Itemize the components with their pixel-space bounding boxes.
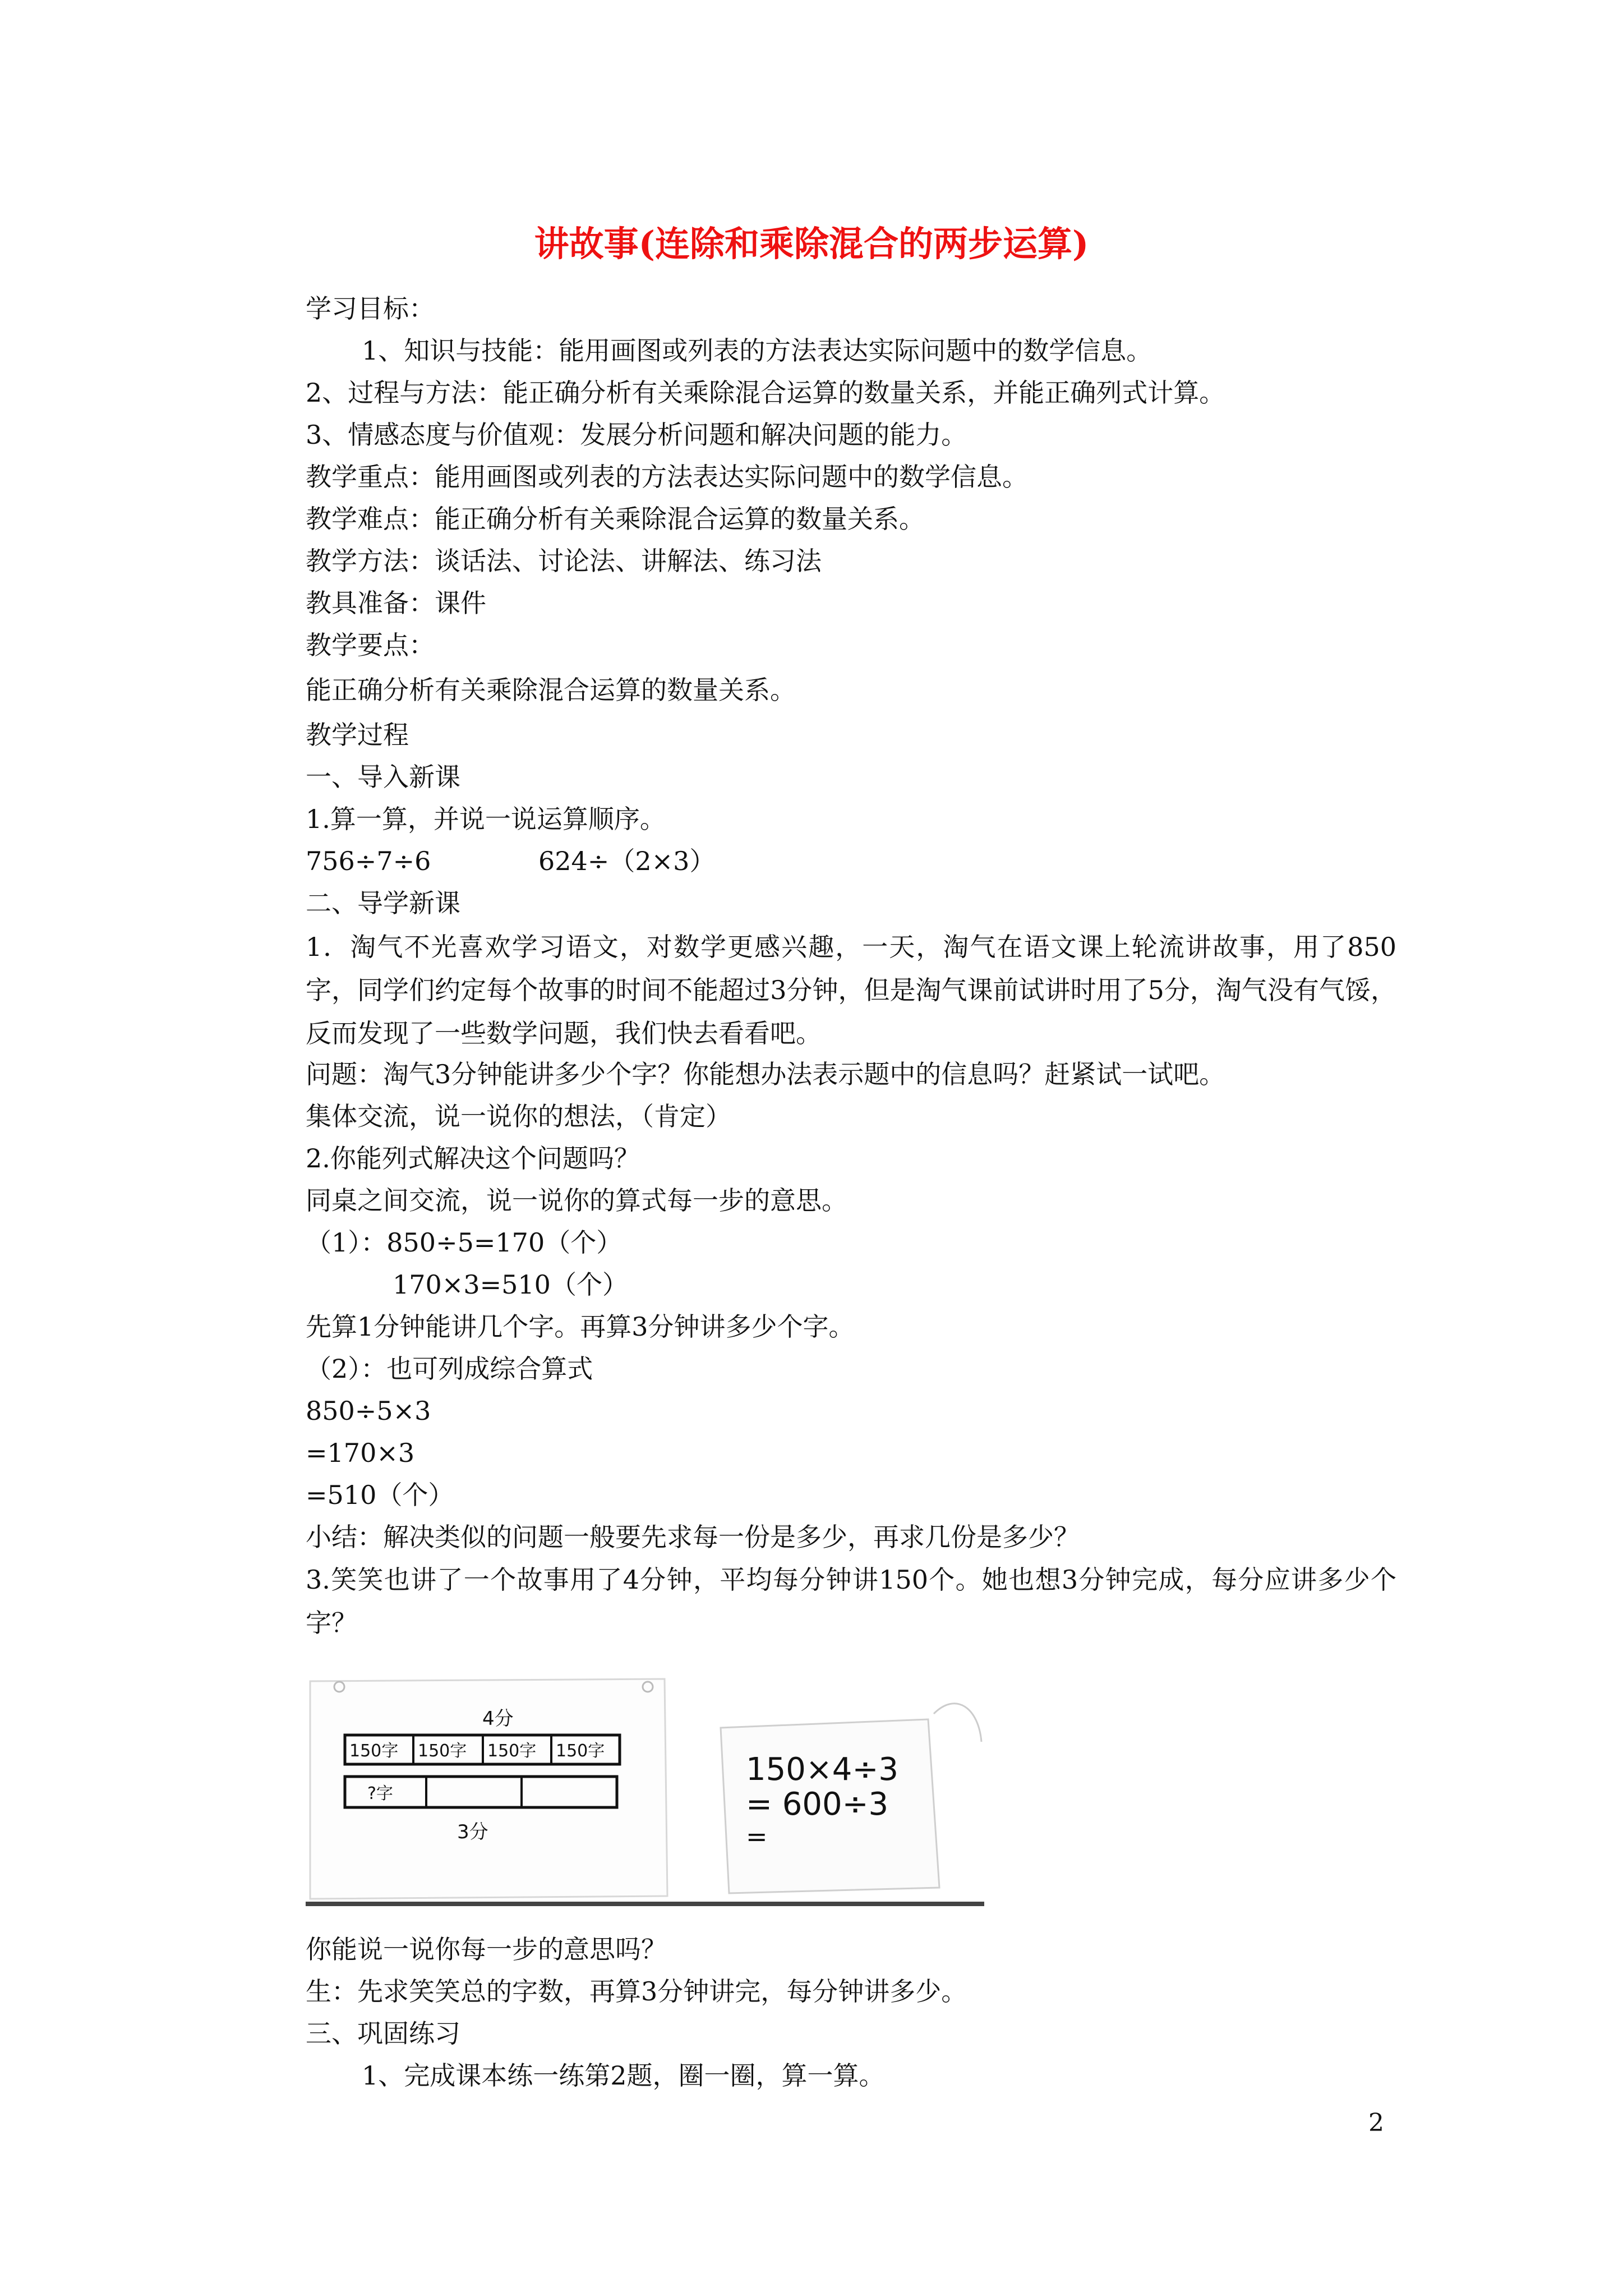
math-expression: 624÷（2×3） — [538, 846, 716, 876]
problem-paragraph: 3.笑笑也讲了一个故事用了4分钟，平均每分钟讲150个。她也想3分钟完成，每分应讲多少个字？ — [306, 1565, 1396, 1638]
text-line: 2.你能列式解决这个问题吗？ — [306, 1143, 640, 1174]
text-line: 同桌之间交流，说一说你的算式每一步的意思。 — [306, 1185, 847, 1216]
math-expression: =510（个） — [306, 1480, 454, 1510]
section-heading: 一、导入新课 — [306, 762, 460, 792]
text-line: 小结：解决类似的问题一般要先求每一份是多少，再求几份是多少？ — [306, 1522, 1080, 1552]
top-label: 4分 — [482, 1708, 514, 1730]
section-heading: 三、巩固练习 — [306, 2018, 460, 2049]
text-line: 你能说一说你每一步的意思吗？ — [306, 1934, 667, 1964]
text-line: 问题：淘气3分钟能讲多少个字？你能想办法表示题中的信息吗？赶紧试一试吧。 — [306, 1059, 1225, 1089]
text-line: 学习目标： — [306, 293, 435, 324]
bar-model-figure — [306, 1674, 984, 1910]
text-line: 教学重点：能用画图或列表的方法表达实际问题中的数学信息。 — [306, 462, 1028, 492]
math-expression: 850÷5×3 — [306, 1396, 431, 1426]
bottom-label: 3分 — [457, 1821, 488, 1843]
section-heading: 二、导学新课 — [306, 888, 460, 918]
math-expression: （1）：850÷5=170（个） — [306, 1227, 623, 1258]
text-line: 先算1分钟能讲几个字。再算3分钟讲多少个字。 — [306, 1312, 855, 1342]
text-line: 2、过程与方法：能正确分析有关乘除混合运算的数量关系，并能正确列式计算。 — [306, 378, 1225, 408]
document-title: 讲故事(连除和乘除混合的两步运算) — [534, 223, 1089, 264]
page-number: 2 — [1368, 2109, 1384, 2137]
story-paragraph: 1．淘气不光喜欢学习语文，对数学更感兴趣，一天，淘气在语文课上轮流讲故事，用了850字，同学们约定每个故事的时间不能超过3分钟，但是淘气课前试讲时用了5分，淘气没有气馁，反而发现了一些数学问题，我们快去看看吧。 — [306, 932, 1396, 1048]
bar-cell-label: 150字 — [556, 1741, 605, 1761]
text-line: 1、知识与技能：能用画图或列表的方法表达实际问题中的数学信息。 — [362, 335, 1152, 366]
text-line: 教学方法：谈话法、讨论法、讲解法、练习法 — [306, 546, 822, 576]
unknown-cell-label: ?字 — [367, 1784, 393, 1803]
bar-cell-label: 150字 — [349, 1741, 399, 1761]
calc-line: 150×4÷3 — [746, 1751, 898, 1788]
calc-line: = — [746, 1821, 768, 1852]
bar-cell-label: 150字 — [418, 1741, 467, 1761]
math-expression: 170×3=510（个） — [393, 1269, 628, 1300]
text-line: 教学过程 — [306, 720, 409, 750]
text-line: 1.算一算，并说一说运算顺序。 — [306, 804, 666, 834]
math-expression: 756÷7÷6 — [306, 846, 431, 876]
text-line: （2）：也可列成综合算式 — [306, 1354, 593, 1384]
text-line: 3、情感态度与价值观：发展分析问题和解决问题的能力。 — [306, 420, 967, 450]
text-line: 教具准备：课件 — [306, 588, 486, 618]
text-line: 集体交流，说一说你的想法，（肯定） — [306, 1101, 731, 1131]
text-line: 教学要点： — [306, 630, 435, 660]
text-line: 教学难点：能正确分析有关乘除混合运算的数量关系。 — [306, 504, 925, 534]
text-line: 生：先求笑笑总的字数，再算3分钟讲完，每分钟讲多少。 — [306, 1976, 967, 2007]
calc-line: = 600÷3 — [746, 1786, 889, 1823]
math-expression: =170×3 — [306, 1438, 415, 1468]
bar-cell-label: 150字 — [487, 1741, 537, 1761]
text-line: 1、完成课本练一练第2题，圈一圈，算一算。 — [362, 2060, 885, 2091]
text-line: 能正确分析有关乘除混合运算的数量关系。 — [306, 675, 796, 705]
